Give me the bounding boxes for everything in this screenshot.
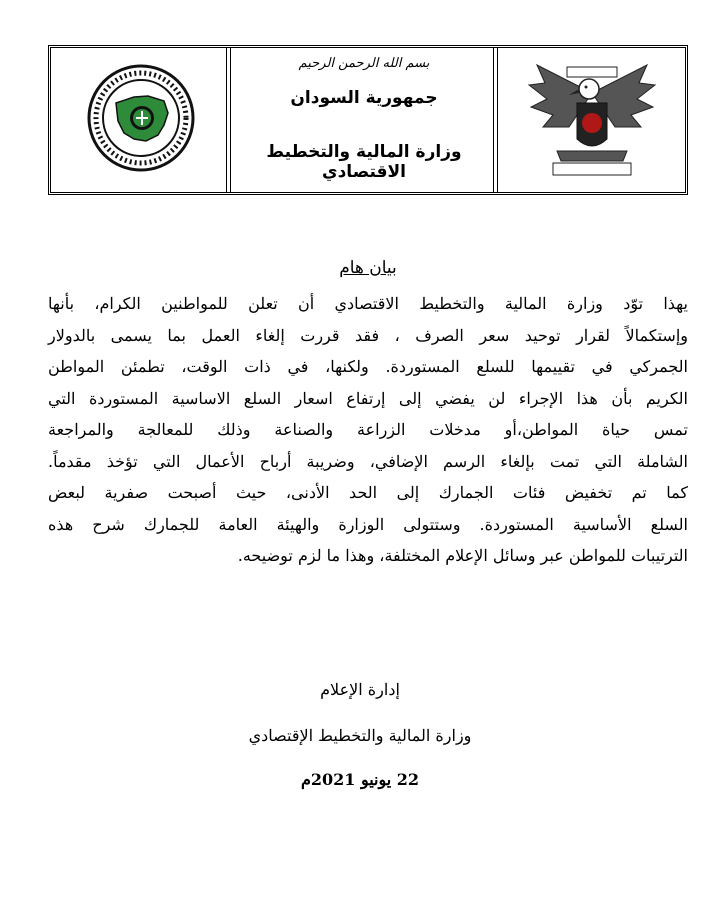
statement-line: الجمركي في تقييمها للسلع المستوردة. ولكنها، في ذات الوقت، تطمئن المواطن	[48, 357, 688, 376]
letterhead	[48, 45, 688, 195]
national-emblem	[517, 53, 667, 187]
statement-line: وإستكمالاً لقرار توحيد سعر الصرف ، فقد قررت إلغاء العمل بما يسمى بالدولار	[48, 325, 688, 345]
statement-line: تمس حياة المواطن،أو مدخلات الزراعة والصناعة وذلك للمعالجة والمراجعة	[48, 420, 688, 439]
statement-line: كما تم تخفيض فئات الجمارك إلى الحد الأدنى، حيث أصبحت صفرية لبعض	[48, 483, 689, 502]
statement-line: يهذا توّد وزارة المالية والتخطيط الاقتصادي أن تعلن للمواطنين الكرام، بأنها	[48, 294, 688, 313]
national-emblem-cell	[498, 48, 685, 192]
statement-line: الكريم بأن هذا الإجراء لن يفضي إلى إرتفاع اسعار السلع الاساسية المستوردة التي	[48, 388, 688, 408]
statement-line: الترتيبات للمواطن عبر وسائل الإعلام المختلفة، وهذا ما لزم توضيحه.	[237, 546, 688, 565]
statement-body	[48, 258, 688, 572]
statement-title: بيان هام	[339, 258, 397, 278]
ministry-logo-cell	[51, 48, 231, 192]
letterhead-titles	[231, 48, 498, 192]
signature-date: 22 يونيو 2021م	[300, 770, 420, 789]
signature-department: إدارة الإعلام	[320, 680, 400, 699]
statement-line: السلع الأساسية المستوردة. وستتولى الوزارة والهيئة العامة للجمارك شرح هذه	[48, 514, 688, 534]
country-name: جمهورية السودان	[290, 88, 438, 108]
statement-line: الشاملة التي تمت بإلغاء الرسم الإضافي، وضريبة أرباح الأعمال التي تؤخذ مقدماً.	[48, 451, 688, 471]
signature-ministry: وزارة المالية والتخطيط الإقتصادي	[248, 726, 472, 745]
ministry-name: وزارة المالية والتخطيط الاقتصادي	[266, 142, 462, 182]
ministry-logo	[86, 63, 196, 177]
statement-paragraph	[48, 288, 688, 572]
basmala: بسم الله الرحمن الرحيم	[298, 56, 430, 71]
